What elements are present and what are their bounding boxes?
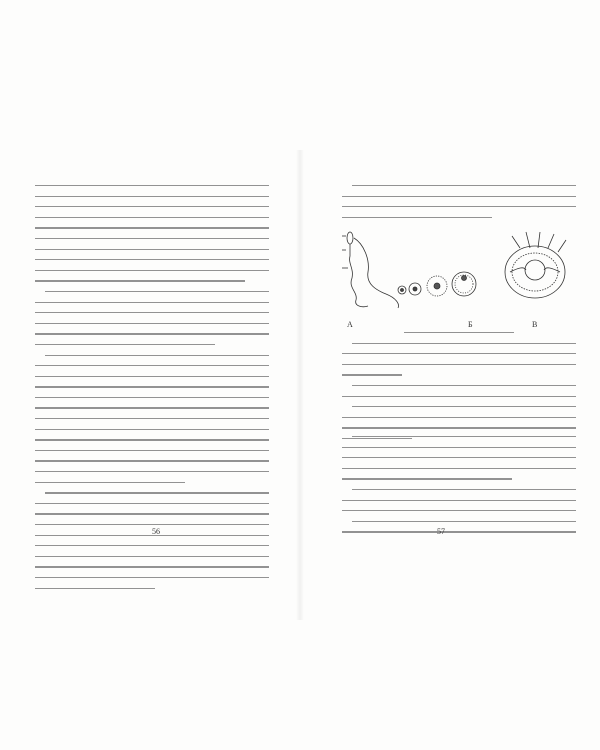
text-line: [45, 492, 269, 493]
text-line: [35, 227, 269, 228]
text-line: [35, 196, 269, 197]
text-line: [342, 374, 402, 375]
text-line: [352, 343, 576, 344]
bird-egg-drawing: [505, 232, 566, 298]
text-line: [35, 503, 269, 504]
text-line: [342, 468, 576, 469]
text-line: [35, 206, 269, 207]
text-line: [35, 249, 269, 250]
text-line: [35, 460, 269, 461]
figure-panel-label-b: Б: [468, 320, 473, 329]
text-line: [342, 196, 576, 197]
text-line: [35, 524, 269, 525]
left-page-number: 56: [152, 527, 160, 536]
text-line: [35, 439, 269, 440]
text-line: [352, 385, 576, 386]
left-page-text: [35, 185, 269, 598]
text-line: [342, 353, 576, 354]
text-line: [352, 185, 576, 186]
text-line: [342, 427, 576, 428]
right-page: [300, 0, 600, 750]
text-line: [35, 513, 269, 514]
text-line: [35, 386, 269, 387]
text-line: [342, 510, 576, 511]
text-line: [352, 521, 576, 522]
text-line: [35, 450, 269, 451]
text-line: [35, 418, 269, 419]
figure-caption-block: [342, 332, 576, 449]
text-line: [35, 429, 269, 430]
text-line: [35, 280, 245, 281]
text-line: [342, 217, 492, 218]
text-line: [45, 291, 269, 292]
right-page-number: 57: [437, 527, 445, 536]
text-line: [45, 355, 269, 356]
right-page-text-top: [342, 185, 576, 227]
text-line: [342, 447, 576, 448]
text-line: [35, 376, 269, 377]
text-line: [35, 302, 269, 303]
text-line: [35, 588, 155, 589]
text-line: [342, 500, 576, 501]
figure-panel-label-a: А: [347, 320, 353, 329]
text-line: [342, 478, 512, 479]
text-line: [35, 185, 269, 186]
text-line: [35, 344, 215, 345]
text-line: [35, 312, 269, 313]
text-line: [35, 407, 269, 408]
text-line: [404, 332, 514, 333]
sperm-cell-drawing: [342, 232, 399, 308]
text-line: [35, 323, 269, 324]
sperm-and-egg-cell-figure: [340, 228, 574, 312]
text-line: [342, 396, 576, 397]
text-line: [342, 531, 576, 532]
text-line: [35, 556, 269, 557]
figure-panel-label-c: В: [532, 320, 538, 329]
text-line: [35, 238, 269, 239]
text-line: [35, 577, 269, 578]
text-line: [342, 457, 576, 458]
text-line: [35, 566, 269, 567]
text-line: [342, 206, 576, 207]
text-line: [35, 471, 269, 472]
text-line: [35, 482, 185, 483]
text-line: [35, 259, 269, 260]
text-line: [35, 365, 269, 366]
text-line: [35, 217, 269, 218]
text-line: [352, 489, 576, 490]
text-line: [342, 364, 576, 365]
text-line: [352, 436, 576, 437]
text-line: [352, 406, 576, 407]
right-page-text-bottom: [342, 436, 576, 542]
egg-cell-types-drawing: [398, 272, 476, 296]
text-line: [35, 270, 269, 271]
text-line: [35, 397, 269, 398]
text-line: [35, 545, 269, 546]
text-line: [35, 333, 269, 334]
text-line: [342, 417, 576, 418]
